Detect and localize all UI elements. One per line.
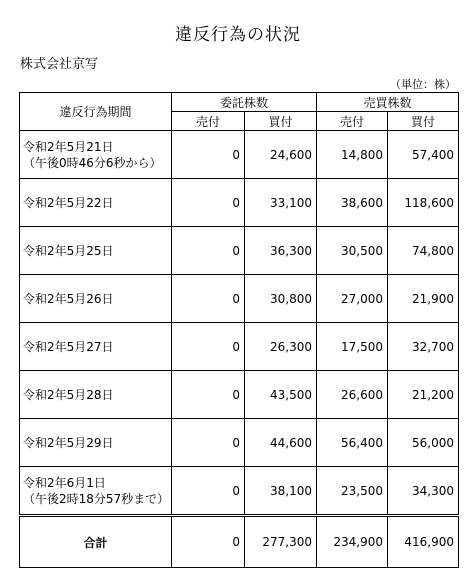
- entrusted-buy-cell: 36,300: [245, 227, 317, 275]
- period-text: 令和2年5月28日: [23, 387, 114, 402]
- entrusted-sell-cell: 0: [172, 323, 245, 371]
- table-row: [20, 275, 459, 323]
- table-row: [20, 227, 459, 275]
- header-period: 違反行為期間: [20, 93, 172, 131]
- entrusted-buy-cell: 44,600: [245, 419, 317, 467]
- traded-buy-cell: 21,900: [388, 275, 459, 323]
- entrusted-buy-cell: 33,100: [245, 179, 317, 227]
- violation-table: [19, 92, 459, 568]
- total-traded-buy: 416,900: [388, 516, 459, 568]
- traded-buy-cell: 56,000: [388, 419, 459, 467]
- traded-buy-cell: 32,700: [388, 323, 459, 371]
- header-entrusted-sell: 売付: [172, 112, 245, 131]
- total-entrusted-buy: 277,300: [245, 516, 317, 568]
- period-text: 令和2年5月27日: [23, 339, 114, 354]
- header-row-top: [20, 93, 459, 112]
- unit-note: （単位：株）: [390, 78, 456, 91]
- period-text: 令和2年5月25日: [23, 243, 114, 258]
- header-entrusted-buy: 買付: [245, 112, 317, 131]
- entrusted-sell-cell: 0: [172, 371, 245, 419]
- table-row: [20, 131, 459, 179]
- traded-buy-cell: 57,400: [388, 131, 459, 179]
- table-row: [20, 371, 459, 419]
- entrusted-buy-cell: 30,800: [245, 275, 317, 323]
- period-cell: [20, 467, 172, 516]
- entrusted-sell-cell: 0: [172, 467, 245, 516]
- traded-sell-cell: 17,500: [317, 323, 388, 371]
- header-traded: 売買株数: [317, 93, 459, 112]
- period-cell: [20, 275, 172, 323]
- period-cell: [20, 179, 172, 227]
- total-traded-sell: 234,900: [317, 516, 388, 568]
- entrusted-buy-cell: 24,600: [245, 131, 317, 179]
- entrusted-sell-cell: 0: [172, 131, 245, 179]
- period-cell: [20, 227, 172, 275]
- traded-sell-cell: 38,600: [317, 179, 388, 227]
- table-row: [20, 179, 459, 227]
- period-cell: [20, 323, 172, 371]
- entrusted-sell-cell: 0: [172, 275, 245, 323]
- header-traded-sell: 売付: [317, 112, 388, 131]
- period-text: 令和2年5月22日: [23, 195, 114, 210]
- entrusted-buy-cell: 26,300: [245, 323, 317, 371]
- traded-sell-cell: 26,600: [317, 371, 388, 419]
- traded-buy-cell: 118,600: [388, 179, 459, 227]
- header-entrusted: 委託株数: [172, 93, 317, 112]
- entrusted-buy-cell: 38,100: [245, 467, 317, 516]
- total-label: 合計: [20, 516, 172, 568]
- traded-sell-cell: 14,800: [317, 131, 388, 179]
- traded-sell-cell: 30,500: [317, 227, 388, 275]
- total-row: [20, 516, 459, 568]
- period-text: 令和2年5月26日: [23, 291, 114, 306]
- period-text: （午後2時18分57秒まで）: [23, 491, 170, 506]
- period-cell: [20, 419, 172, 467]
- table-body: [20, 131, 459, 568]
- traded-buy-cell: 74,800: [388, 227, 459, 275]
- header-traded-buy: 買付: [388, 112, 459, 131]
- table-row: [20, 419, 459, 467]
- traded-buy-cell: 34,300: [388, 467, 459, 516]
- period-cell: [20, 131, 172, 179]
- entrusted-sell-cell: 0: [172, 179, 245, 227]
- document-title: 違反行為の状況: [175, 25, 301, 45]
- company-name: 株式会社京写: [20, 57, 99, 72]
- table-row: [20, 323, 459, 371]
- traded-sell-cell: 23,500: [317, 467, 388, 516]
- period-text: （午後0時46分6秒から）: [23, 155, 162, 170]
- total-entrusted-sell: 0: [172, 516, 245, 568]
- period-cell: [20, 371, 172, 419]
- traded-sell-cell: 56,400: [317, 419, 388, 467]
- period-text: 令和2年5月29日: [23, 435, 114, 450]
- period-text: 令和2年6月1日: [23, 475, 106, 490]
- entrusted-sell-cell: 0: [172, 227, 245, 275]
- table-row: [20, 467, 459, 516]
- traded-buy-cell: 21,200: [388, 371, 459, 419]
- entrusted-buy-cell: 43,500: [245, 371, 317, 419]
- traded-sell-cell: 27,000: [317, 275, 388, 323]
- entrusted-sell-cell: 0: [172, 419, 245, 467]
- period-text: 令和2年5月21日: [23, 139, 114, 154]
